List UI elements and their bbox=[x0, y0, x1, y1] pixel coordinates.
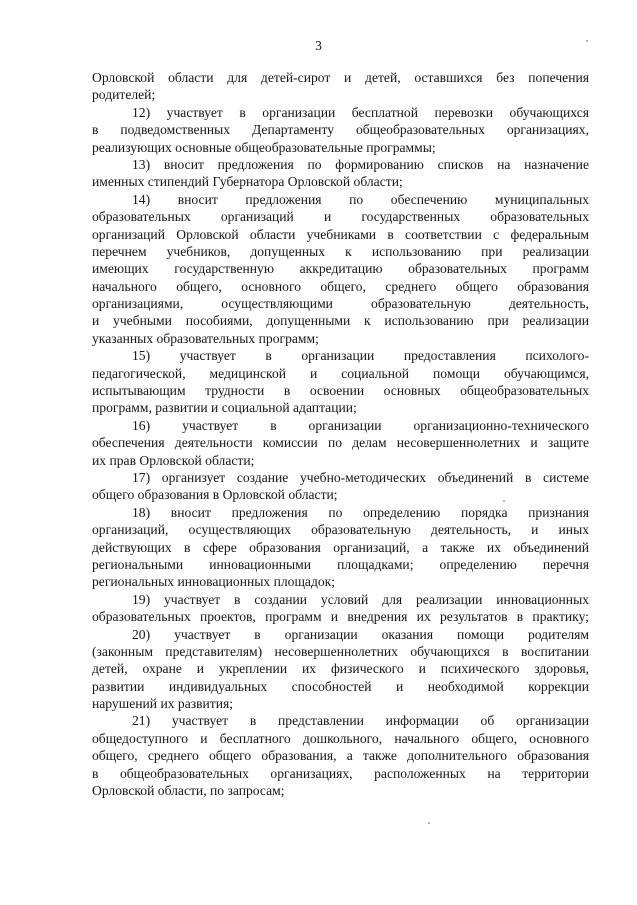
document-text-line: в подведомственных Департаменту общеобразовательных организациях, bbox=[92, 122, 589, 138]
document-text-line: педагогической, медицинской и социальной помощи обучающимся, bbox=[92, 365, 589, 381]
document-text-line: именных стипендий Губернатора Орловской области; bbox=[92, 174, 403, 190]
document-text-line: испытывающим трудности в освоении основных общеобразовательных bbox=[92, 383, 589, 399]
document-text-line: 12) участвует в организации бесплатной перевозки обучающихся bbox=[132, 104, 589, 120]
document-text-line: 20) участвует в организации оказания помощи родителям bbox=[132, 626, 589, 642]
document-text-line: 19) участвует в создании условий для реализации инновационных bbox=[132, 591, 589, 607]
document-text-line: реализующих основные общеобразовательные программы; bbox=[92, 139, 436, 155]
document-text-line: организаций, осуществляющих образовательную деятельность, и иных bbox=[92, 522, 589, 538]
document-text-line: имеющих государственную аккредитацию образовательных программ bbox=[92, 261, 589, 277]
scan-speck bbox=[428, 822, 430, 824]
document-text-line: 14) вносит предложения по обеспечению муниципальных bbox=[132, 191, 589, 207]
document-text-line: общего, среднего общего образования, а также дополнительного образования bbox=[92, 748, 589, 764]
document-text-line: 16) участвует в организации организационно-технического bbox=[132, 417, 589, 433]
document-text-line: образовательных организаций и государственных образовательных bbox=[92, 209, 589, 225]
document-text-line: Орловской области, по запросам; bbox=[92, 783, 285, 799]
document-text-line: родителей; bbox=[92, 87, 156, 103]
scan-speck bbox=[586, 40, 588, 42]
document-text-line: 13) вносит предложения по формированию списков на назначение bbox=[132, 156, 589, 172]
document-text-line: организациями, осуществляющими образовательную деятельность, bbox=[92, 296, 589, 312]
document-text-line: развитии индивидуальных способностей и необходимой коррекции bbox=[92, 678, 589, 694]
scan-speck bbox=[503, 500, 505, 502]
document-text-line: и учебными пособиями, допущенными к использованию при реализации bbox=[92, 313, 589, 329]
page-number: 3 bbox=[315, 38, 322, 53]
document-text-line: 18) вносит предложения по определению порядка признания bbox=[132, 504, 589, 520]
document-text-line: Орловской области для детей-сирот и детей, оставшихся без попечения bbox=[92, 70, 589, 85]
document-text-line: организаций Орловской области учебниками в соответствии с федеральным bbox=[92, 226, 589, 242]
document-text-line: нарушений их развития; bbox=[92, 696, 234, 712]
document-text-line: в общеобразовательных организациях, расположенных на территории bbox=[92, 765, 589, 781]
document-text-line: начального общего, основного общего, среднего общего образования bbox=[92, 278, 589, 294]
document-text-line: 15) участвует в организации предоставления психолого- bbox=[132, 348, 589, 364]
document-text-line: обеспечения деятельности комиссии по делам несовершеннолетних и защите bbox=[92, 435, 589, 451]
document-text-line: региональных инновационных площадок; bbox=[92, 574, 336, 590]
document-text-line: 21) участвует в представлении информации об организации bbox=[132, 713, 589, 729]
document-text-line: программ, развитии и социальной адаптации; bbox=[92, 400, 357, 416]
document-text-line: (законным представителям) несовершеннолетних обучающихся в воспитании bbox=[92, 643, 589, 659]
document-text-line: детей, охране и укреплении их физического и психического здоровья, bbox=[92, 661, 589, 677]
document-text-line: перечнем учебников, допущенных к использованию при реализации bbox=[92, 243, 589, 259]
document-body bbox=[92, 69, 589, 799]
document-text-line: указанных образовательных программ; bbox=[92, 330, 319, 346]
document-text-line: региональными инновационными площадками; определению перечня bbox=[92, 556, 589, 572]
document-text-line: действующих в сфере образования организаций, а также их объединений bbox=[92, 539, 589, 555]
document-text-line: 17) организует создание учебно-методических объединений в системе bbox=[132, 469, 589, 485]
document-text-line: общего образования в Орловской области; bbox=[92, 487, 338, 503]
document-text-line: образовательных проектов, программ и внедрения их результатов в практику; bbox=[92, 609, 589, 625]
document-text-line: их прав Орловской области; bbox=[92, 452, 255, 468]
document-text-line: общедоступного и бесплатного дошкольного, начального общего, основного bbox=[92, 730, 589, 746]
